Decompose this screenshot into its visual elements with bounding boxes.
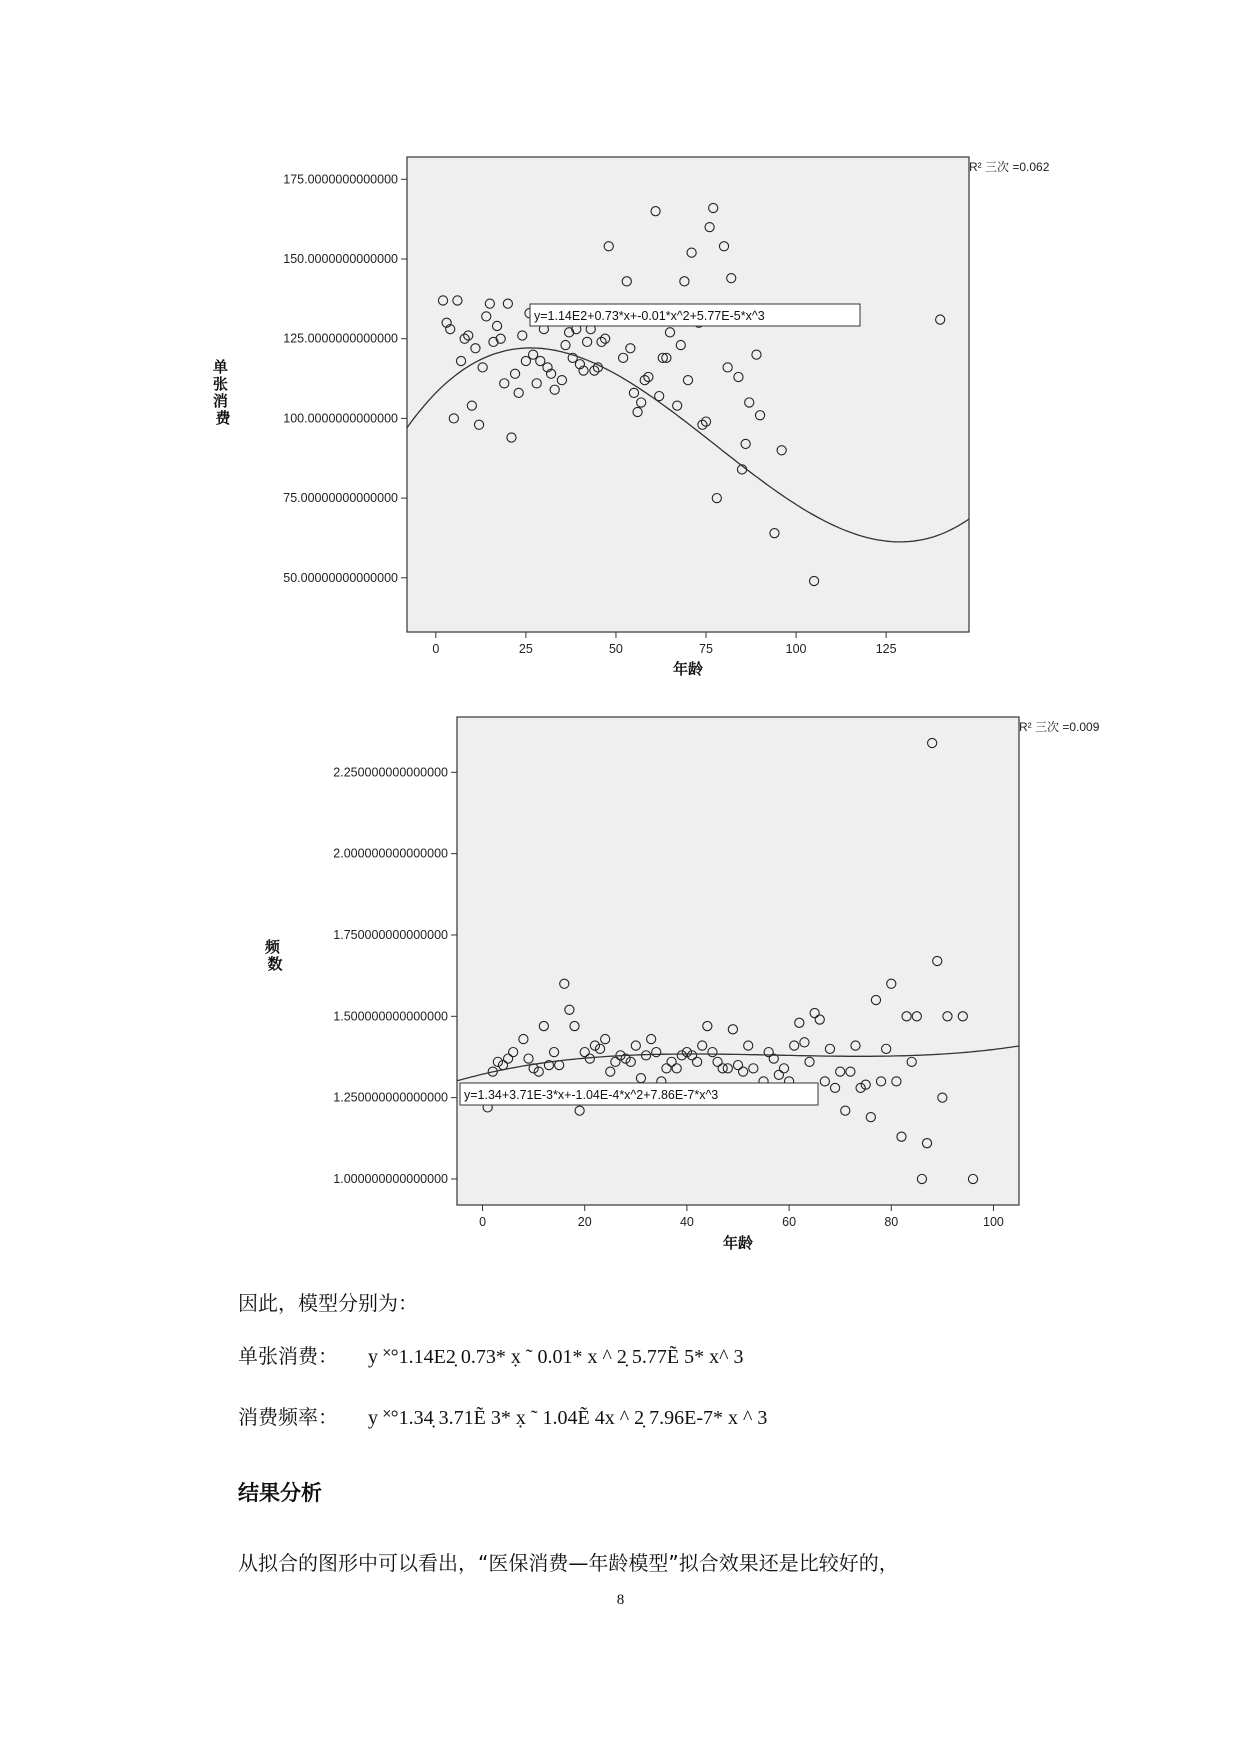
x-tick-label: 100 [983,1215,1004,1229]
y-tick-label: 1.750000000000000 [333,927,448,942]
x-tick-label: 20 [577,1215,592,1229]
chart1-svg [0,0,1241,700]
chart2-plot-area [457,717,1019,1205]
intro-text: 因此，模型分别为： [238,1291,418,1315]
model1-expression: y ˟°1.14E2̣ 0.73* x̣ ˜ 0.01* x ^ 2̣ 5.77Ẽ 5* x^ 3 [368,1346,744,1368]
model1-label: 单张消费： [238,1344,338,1368]
section-heading: 结果分析 [238,1481,322,1505]
x-tick-label: 25 [518,642,533,656]
chart1-y-ticks [283,172,407,584]
x-tick-label: 50 [608,642,623,656]
y-tick-label: 1.000000000000000 [333,1171,448,1186]
y-tick-label: 100.0000000000000 [283,411,398,426]
x-tick-label: 125 [875,642,897,656]
x-tick-label: 75 [699,642,713,656]
y-tick-label: 2.250000000000000 [333,765,448,780]
y-tick-label: 1.250000000000000 [333,1090,448,1105]
chart1-x-axis-label: 年龄 [672,660,704,678]
chart1-x-ticks [432,632,896,656]
chart2-y-axis-label: 频 数 [264,938,283,973]
y-tick-label: 175.0000000000000 [283,172,398,187]
model1-formula [238,1340,744,1369]
chart2-svg [0,700,1241,1260]
x-tick-label: 0 [432,642,440,656]
chart1-plot-area [407,157,969,632]
y-tick-label: 150.0000000000000 [283,252,398,267]
scatter-chart-frequency [0,700,1241,1260]
chart2-r2-label: R² 三次 =0.009 [1019,720,1100,734]
chart1-y-axis-label: 单 张 消 费 [212,358,231,427]
y-tick-label: 1.500000000000000 [333,1009,448,1024]
y-tick-label: 125.0000000000000 [283,331,398,346]
chart2-x-ticks [479,1205,1004,1229]
scatter-chart-consumption [0,0,1241,700]
x-tick-label: 80 [884,1215,899,1229]
y-tick-label: 2.000000000000000 [333,846,448,861]
chart1-equation: y=1.14E2+0.73*x+-0.01*x^2+5.77E-5*x^3 [534,309,765,323]
chart2-equation: y=1.34+3.71E-3*x+-1.04E-4*x^2+7.86E-7*x^3 [464,1088,719,1102]
model2-formula [238,1401,767,1430]
chart2-x-axis-label: 年龄 [722,1234,754,1252]
y-tick-label: 75.00000000000000 [283,491,398,506]
x-tick-label: 100 [785,642,807,656]
x-tick-label: 40 [679,1215,694,1229]
x-tick-label: 0 [479,1215,487,1229]
page-number: 8 [616,1592,625,1608]
model2-expression: y ˟°1.34̣ 3.71Ẽ 3* x̣ ˜ 1.04Ẽ 4x ^ 2̣ 7.96E-7* x ^ 3 [368,1407,768,1429]
y-tick-label: 50.00000000000000 [283,570,398,585]
model2-label: 消费频率： [238,1405,338,1429]
conclusion-text: 从拟合的图形中可以看出，“医保消费—年龄模型”拟合效果还是比较好的， [238,1551,899,1575]
chart1-r2-label: R² 三次 =0.062 [969,160,1050,174]
chart2-y-ticks [333,765,457,1186]
x-tick-label: 60 [782,1215,797,1229]
